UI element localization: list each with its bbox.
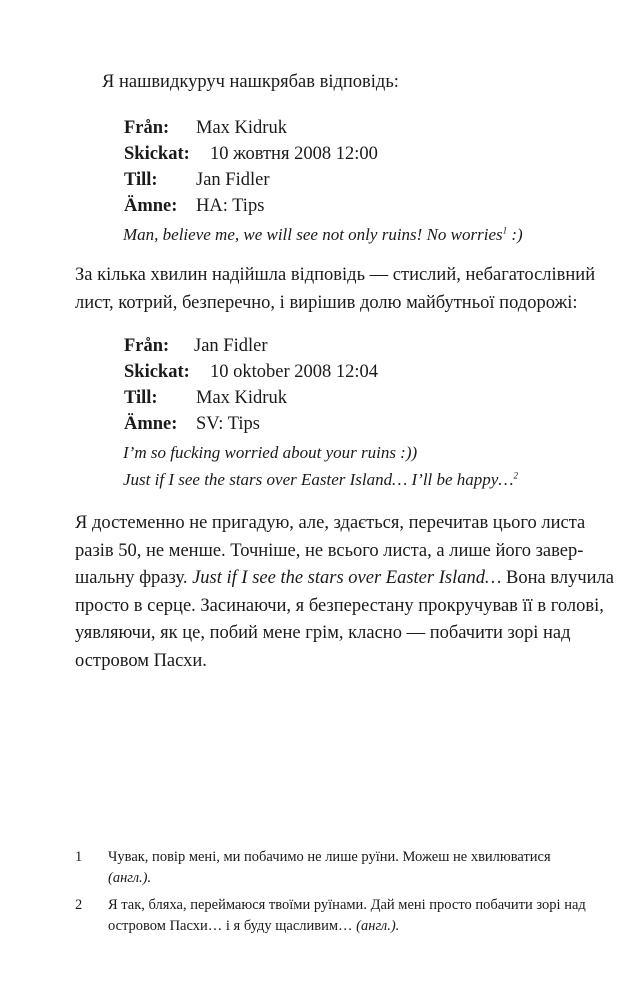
email-body-2 bbox=[123, 439, 518, 493]
from-label: Från: bbox=[124, 336, 170, 356]
footnote-2-line-1: Я так, бляха, переймаюся твоїми руїнами. Дай мені просто побачити зорі над bbox=[108, 897, 586, 913]
email-body-2-line-1: I’m so fucking worried about your ruins :)) bbox=[123, 443, 418, 462]
paragraph-2-line-6: островом Пасхи. bbox=[75, 650, 207, 671]
email-sent-row bbox=[124, 359, 378, 385]
footnote-number: 2 bbox=[75, 897, 83, 913]
subject-value: HA: Tips bbox=[196, 196, 265, 216]
email-body-1 bbox=[123, 221, 523, 248]
subject-label: Ämne: bbox=[124, 414, 178, 434]
to-value: Max Kidruk bbox=[196, 388, 287, 408]
to-label: Till: bbox=[124, 388, 158, 408]
email-body-2-line-2-text: Just if I see the stars over Easter Island… I’ll be happy… bbox=[123, 470, 514, 489]
paragraph-1 bbox=[75, 262, 596, 317]
paragraph-2-italic-quote: Just if I see the stars over Easter Island… bbox=[192, 568, 502, 588]
paragraph-2-line-5: уявляючи, як це, побий мене грім, класно — побачити зорі над bbox=[75, 623, 571, 643]
footnote-1-lang: (англ.). bbox=[108, 870, 152, 886]
email-subject-row bbox=[124, 193, 378, 219]
email-from-row bbox=[124, 333, 378, 359]
footnotes bbox=[75, 847, 585, 943]
from-label: Från: bbox=[124, 118, 170, 138]
email-body-1-text: Man, believe me, we will see not only ruins! No worries bbox=[123, 225, 503, 244]
email-to-row bbox=[124, 385, 378, 411]
footnote-2 bbox=[75, 895, 585, 937]
paragraph-2-line-3 bbox=[75, 565, 614, 593]
footnote-number: 1 bbox=[75, 849, 83, 865]
from-value: Max Kidruk bbox=[196, 118, 287, 138]
footnote-ref-1: 1 bbox=[502, 225, 508, 236]
paragraph-2-line-1: Я достеменно не пригадую, але, здається, перечитав цього листа bbox=[75, 513, 586, 533]
paragraph-2-line-2: разів 50, не менше. Точніше, не всього листа, а лише його завер- bbox=[75, 540, 584, 561]
subject-label: Ämne: bbox=[124, 196, 178, 216]
footnote-text bbox=[108, 895, 586, 937]
email-body-1-tail: :) bbox=[511, 225, 523, 244]
email-body-2-line-2 bbox=[123, 466, 518, 493]
footnote-2-line-2 bbox=[108, 916, 586, 937]
footnote-1-text: Чувак, повір мені, ми побачимо не лише руїни. Можеш не хвилюватися bbox=[108, 849, 551, 865]
sent-value: 10 жовтня 2008 12:00 bbox=[210, 144, 378, 164]
footnote-text bbox=[108, 847, 585, 889]
to-label: Till: bbox=[124, 170, 158, 190]
footnote-1 bbox=[75, 847, 585, 889]
email-to-row bbox=[124, 167, 378, 193]
paragraph-2 bbox=[75, 510, 614, 675]
to-value: Jan Fidler bbox=[196, 170, 270, 190]
email-sent-row bbox=[124, 141, 378, 167]
paragraph-1-line-2: лист, котрий, безперечно, і вирішив долю майбутньої подорожі: bbox=[75, 292, 578, 313]
paragraph-2-line-3-a: шальну фразу. bbox=[75, 568, 193, 588]
from-value: Jan Fidler bbox=[194, 336, 268, 356]
paragraph-2-line-4: просто в серце. Засинаючи, я безперестану прокручував її в голові, bbox=[75, 595, 604, 616]
paragraph-1-line-1: За кілька хвилин надійшла відповідь — стислий, небагатослівний bbox=[75, 265, 596, 285]
sent-label: Skickat: bbox=[124, 144, 190, 164]
intro-line: Я нашвидкуруч нашкрябав відповідь: bbox=[102, 72, 399, 92]
email-header-1 bbox=[124, 115, 378, 219]
footnote-2-lang: (англ.). bbox=[356, 918, 400, 934]
email-from-row bbox=[124, 115, 378, 141]
footnote-2-line-2-text: островом Пасхи… і я буду щасливим… bbox=[108, 918, 353, 934]
paragraph-2-line-3-b: Вона влучила bbox=[501, 568, 614, 588]
email-subject-row bbox=[124, 411, 378, 437]
sent-label: Skickat: bbox=[124, 362, 190, 382]
sent-value: 10 oktober 2008 12:04 bbox=[210, 362, 379, 382]
footnote-ref-2: 2 bbox=[513, 470, 518, 481]
email-header-2 bbox=[124, 333, 378, 437]
subject-value: SV: Tips bbox=[196, 414, 260, 434]
